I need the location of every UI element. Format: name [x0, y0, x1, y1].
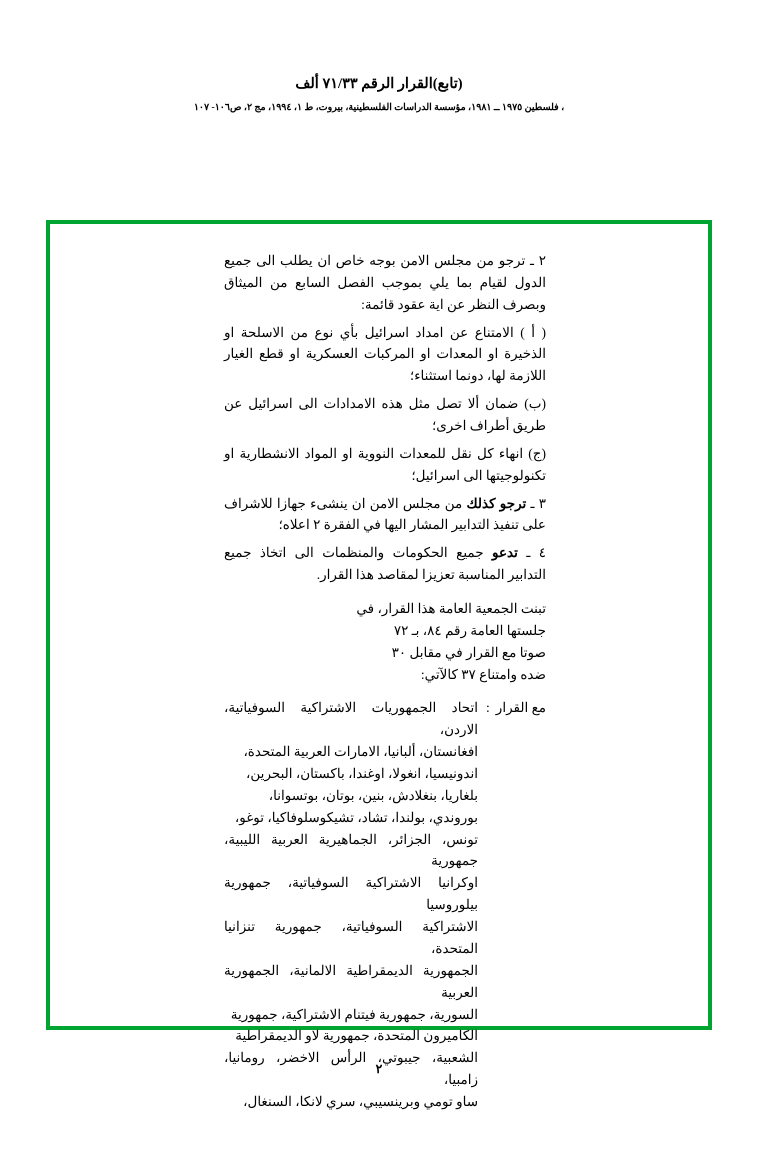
- votes-line: الشعبية، جيبوتي، الرأس الاخضر، رومانيا، زامبيا،: [224, 1050, 479, 1088]
- adoption-line: تبنت الجمعية العامة هذا القرار، في: [356, 601, 546, 617]
- votes-line: ساو تومي وبرينسيبي، سري لانكا، السنغال،: [243, 1093, 479, 1109]
- document-page: [0, 76, 758, 1154]
- paragraph-3-prefix: ٣ ـ: [526, 495, 547, 511]
- votes-line: اوكرانيا الاشتراكية السوفياتية، جمهورية بيلوروسيا: [224, 875, 479, 913]
- adoption-line: ضده وامتناع ٣٧ كالآتي:: [420, 666, 546, 682]
- paragraph-3-bold: ترجو كذلك: [466, 495, 527, 511]
- paragraph-4: [224, 542, 546, 586]
- page-number: ٢: [375, 1062, 383, 1076]
- page-title: (تابع)القرار الرقم ٧١/٣٣ ألف: [295, 76, 463, 92]
- document-body: [224, 250, 546, 1113]
- votes-line: الاشتراكية السوفياتية، جمهورية تنزانيا المتحدة،: [224, 919, 479, 956]
- adoption-line: صوتا مع القرار في مقابل ٣٠: [391, 644, 546, 660]
- votes-label: مع القرار: [495, 700, 546, 716]
- votes-line: اندونيسيا، انغولا، اوغندا، باكستان، البحرين،: [246, 766, 479, 782]
- votes-list: [224, 697, 478, 1112]
- adoption-note: [224, 598, 546, 685]
- votes-line: بلغاريا، بنغلادش، بنين، بوتان، بوتسوانا،: [268, 787, 479, 803]
- votes-line: الجمهورية الديمقراطية الالمانية، الجمهورية العربية: [224, 962, 479, 1000]
- paragraph-2a: ( أ ) الامتناع عن امداد اسرائيل بأي نوع من الاسلحة او الذخيرة او المعدات او المركبات العسكرية او قطع الغيار اللازمة لها، دونما استثناء؛: [224, 324, 546, 384]
- paragraph-4-rest: جميع الحكومات والمنظمات الى اتخاذ جميع التدابير المناسبة تعزيزا لمقاصد هذا القرار.: [224, 545, 546, 583]
- votes-line: الكاميرون المتحدة، جمهورية لاو الديمقراطية: [235, 1028, 479, 1044]
- paragraph-4-bold: تدعو: [492, 545, 518, 561]
- paragraph-2: ٢ ـ ترجو من مجلس الامن بوجه خاص ان يطلب الى جميع الدول لقيام بما يلي بموجب الفصل السابع من الميثاق وبصرف النظر عن اية عقود قائمة:: [224, 253, 546, 312]
- paragraph-4-prefix: ٤ ـ: [517, 545, 546, 561]
- paragraph-3: [224, 493, 546, 537]
- source-citation: ، فلسطين ١٩٧٥ ــ ١٩٨١، مؤسسة الدراسات الفلسطينية، بيروت، ط ١، ١٩٩٤، مج ٢، ص١٠٦- ١٠٧: [193, 103, 565, 113]
- adoption-line: جلستها العامة رقم ٨٤، بـ ٧٢: [393, 622, 546, 638]
- votes-colon: :: [486, 700, 490, 716]
- votes-in-favour: [224, 697, 546, 1112]
- paragraph-2b: (ب) ضمان ألا تصل مثل هذه الامدادات الى اسرائيل عن طريق أطراف اخرى؛: [224, 396, 546, 434]
- document-header: [0, 76, 758, 113]
- paragraph-3-rest: من مجلس الامن ان ينشىء جهازا للاشراف على تنفيذ التدابير المشار اليها في الفقرة ٢ اعلاه؛: [224, 495, 546, 533]
- votes-line: بوروندي، بولندا، تشاد، تشيكوسلوفاكيا، توغو،: [234, 809, 479, 825]
- votes-line: اتحاد الجمهوريات الاشتراكية السوفياتية، الاردن،: [224, 700, 479, 738]
- votes-line: افغانستان، ألبانيا، الامارات العربية المتحدة،: [243, 744, 479, 760]
- votes-line: تونس، الجزائر، الجماهيرية العربية الليبية، جمهورية: [224, 831, 479, 869]
- paragraph-2c: (ج) انهاء كل نقل للمعدات النووية او المواد الانشطارية او تكنولوجيتها الى اسرائيل؛: [224, 445, 546, 483]
- votes-line: السورية، جمهورية فيتنام الاشتراكية، جمهورية: [230, 1006, 479, 1022]
- content-frame: [46, 220, 712, 1109]
